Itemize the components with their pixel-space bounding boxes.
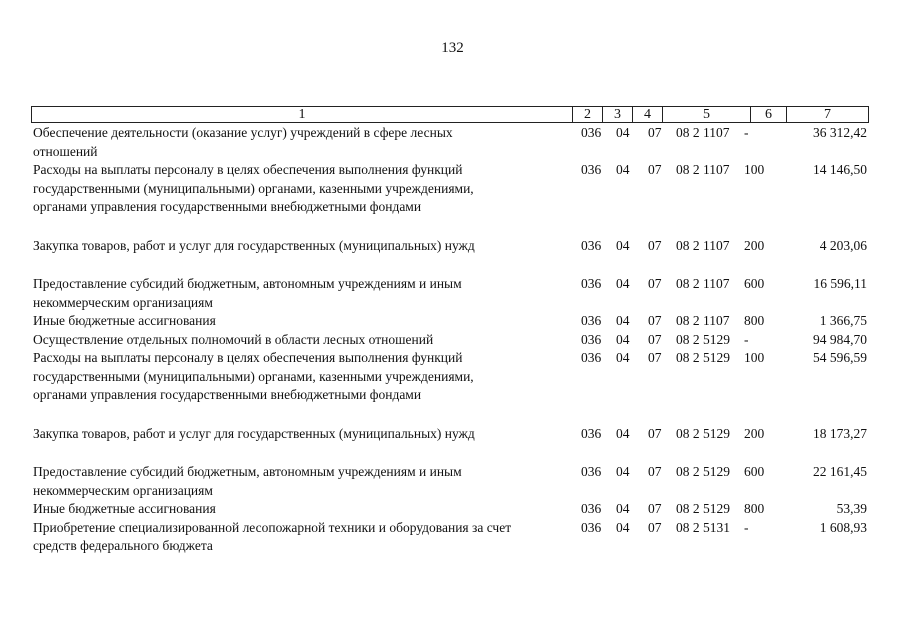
table-row <box>0 312 905 331</box>
row-col-2: 036 <box>581 162 602 177</box>
row-col-5: 08 2 1107 <box>676 237 730 253</box>
row-col-6: - <box>744 331 749 347</box>
row-col-4: 07 <box>648 350 662 365</box>
row-col-2: 036 <box>581 276 602 291</box>
row-col-6: 600 <box>744 276 765 291</box>
header-col-7: 7 <box>824 107 831 122</box>
row-col-7: 53,39 <box>836 501 867 516</box>
row-col-7: 54 596,59 <box>813 350 867 365</box>
row-description: Иные бюджетные ассигнования <box>33 313 216 328</box>
header-col-3: 3 <box>603 107 633 122</box>
row-col-3: 04 <box>616 162 630 177</box>
row-description: Закупка товаров, работ и услуг для государственных (муниципальных) нужд <box>33 425 475 441</box>
header-col-6: 6 <box>751 107 787 122</box>
row-col-4: 07 <box>648 276 662 291</box>
row-col-5: 08 2 5129 <box>676 331 730 347</box>
row-col-6: 200 <box>744 237 765 253</box>
row-col-3: 04 <box>616 276 630 291</box>
table-body <box>0 124 905 556</box>
row-col-4: 07 <box>648 125 662 140</box>
row-description: Предоставление субсидий бюджетным, автономным учреждениям и иным некоммерческим организациям <box>33 464 462 498</box>
row-col-3: 04 <box>616 331 630 347</box>
table-row <box>0 331 905 350</box>
row-col-4: 07 <box>648 501 662 516</box>
row-col-4: 07 <box>648 464 662 479</box>
row-description: Осуществление отдельных полномочий в области лесных отношений <box>33 331 434 347</box>
row-col-2: 036 <box>581 464 602 479</box>
row-col-4: 07 <box>648 331 662 347</box>
row-spacer <box>0 255 905 275</box>
row-col-5: 08 2 1107 <box>676 313 730 328</box>
row-col-3: 04 <box>616 464 630 479</box>
row-col-4: 07 <box>648 237 662 253</box>
row-col-5: 08 2 5131 <box>676 519 730 535</box>
row-col-6: - <box>744 519 749 535</box>
row-col-7: 18 173,27 <box>813 425 867 441</box>
row-col-6: - <box>744 125 749 140</box>
row-col-3: 04 <box>616 501 630 516</box>
row-col-6: 100 <box>744 350 765 365</box>
table-row <box>0 237 905 256</box>
row-col-3: 04 <box>616 313 630 328</box>
row-description: Обеспечение деятельности (оказание услуг) учреждений в сфере лесных отношений <box>33 125 453 159</box>
table-row <box>0 500 905 519</box>
row-col-5: 08 2 1107 <box>676 125 730 140</box>
row-col-7: 1 608,93 <box>819 519 867 535</box>
row-col-7: 36 312,42 <box>813 125 867 140</box>
table-row <box>0 275 905 312</box>
row-spacer <box>0 405 905 425</box>
header-col-2: 2 <box>573 107 603 122</box>
row-col-2: 036 <box>581 125 602 140</box>
row-spacer <box>0 217 905 237</box>
row-col-6: 200 <box>744 425 765 441</box>
page-number: 132 <box>441 40 464 56</box>
table-row <box>0 463 905 500</box>
row-col-6: 800 <box>744 501 765 516</box>
row-col-7: 22 161,45 <box>813 464 867 479</box>
row-col-5: 08 2 1107 <box>676 162 730 177</box>
row-col-4: 07 <box>648 519 662 535</box>
row-col-5: 08 2 1107 <box>676 276 730 291</box>
row-col-2: 036 <box>581 501 602 516</box>
row-col-2: 036 <box>581 350 602 365</box>
row-col-7: 16 596,11 <box>813 276 867 291</box>
row-col-2: 036 <box>581 313 602 328</box>
row-col-5: 08 2 5129 <box>676 501 730 516</box>
table-row <box>0 425 905 444</box>
row-col-5: 08 2 5129 <box>676 425 730 441</box>
row-col-3: 04 <box>616 350 630 365</box>
row-col-2: 036 <box>581 237 602 253</box>
table-row <box>0 161 905 217</box>
row-col-4: 07 <box>648 313 662 328</box>
row-col-2: 036 <box>581 331 602 347</box>
row-description: Иные бюджетные ассигнования <box>33 501 216 516</box>
header-col-5: 5 <box>663 107 751 122</box>
row-col-6: 800 <box>744 313 765 328</box>
row-col-4: 07 <box>648 162 662 177</box>
header-col-1: 1 <box>32 107 573 122</box>
row-description: Расходы на выплаты персоналу в целях обеспечения выполнения функций государственными (муниципальными) органами, казенными учреждениями, органами управления государственными внебюджетными фондами <box>33 162 474 214</box>
row-col-2: 036 <box>581 425 602 441</box>
row-col-2: 036 <box>581 519 602 535</box>
row-col-3: 04 <box>616 425 630 441</box>
row-col-6: 600 <box>744 464 765 479</box>
row-col-6: 100 <box>744 162 765 177</box>
row-description: Предоставление субсидий бюджетным, автономным учреждениям и иным некоммерческим организациям <box>33 276 462 310</box>
table-row <box>0 519 905 556</box>
row-col-7: 14 146,50 <box>813 162 867 177</box>
header-col-4: 4 <box>633 107 663 122</box>
row-description: Закупка товаров, работ и услуг для государственных (муниципальных) нужд <box>33 237 475 253</box>
row-description: Приобретение специализированной лесопожарной техники и оборудования за счет средств федерального бюджета <box>33 519 512 553</box>
table-header-row <box>31 106 869 123</box>
row-col-7: 1 366,75 <box>819 313 867 328</box>
table-row <box>0 349 905 405</box>
row-spacer <box>0 443 905 463</box>
row-col-5: 08 2 5129 <box>676 464 730 479</box>
row-col-4: 07 <box>648 425 662 441</box>
row-col-3: 04 <box>616 519 630 535</box>
row-col-3: 04 <box>616 237 630 253</box>
row-col-7: 4 203,06 <box>819 237 867 253</box>
row-col-7: 94 984,70 <box>813 331 867 347</box>
table-row <box>0 124 905 161</box>
row-description: Расходы на выплаты персоналу в целях обеспечения выполнения функций государственными (муниципальными) органами, казенными учреждениями, органами управления государственными внебюджетными фондами <box>33 350 474 402</box>
row-col-5: 08 2 5129 <box>676 350 730 365</box>
row-col-3: 04 <box>616 125 630 140</box>
